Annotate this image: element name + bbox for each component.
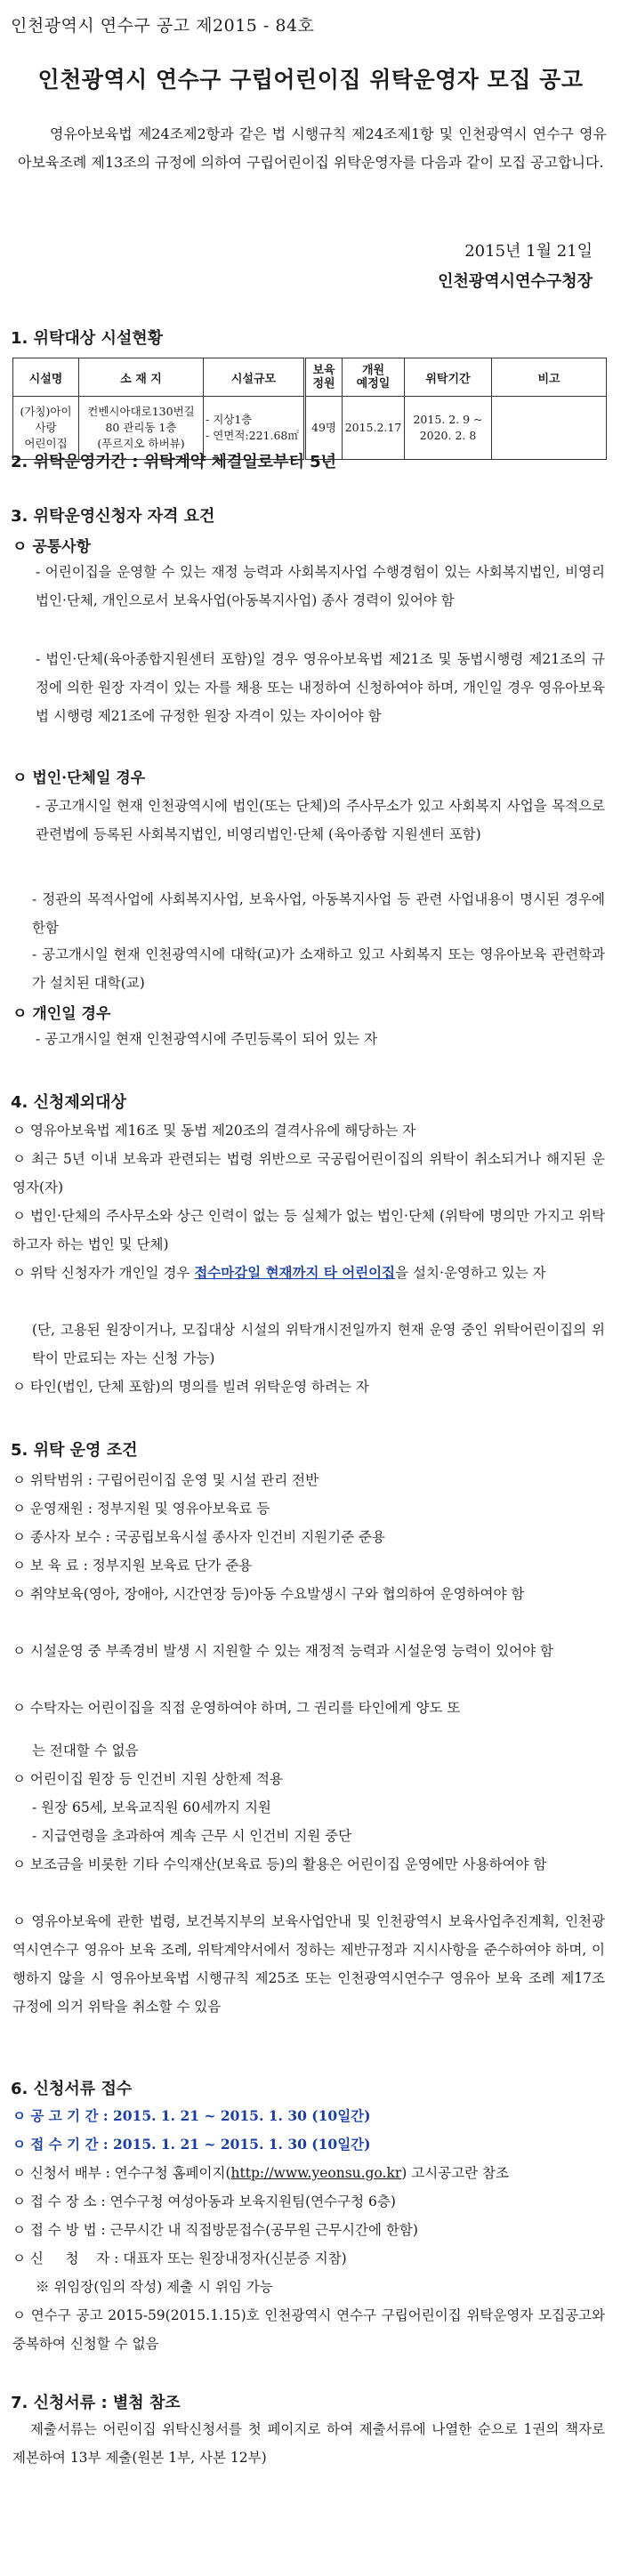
exclusion-item <box>12 1259 605 1287</box>
facility-table <box>12 358 607 460</box>
notice-title: 인천광역시 연수구 구립어린이집 위탁운영자 모집 공고 <box>37 67 584 93</box>
cell-capacity: 49명 <box>305 397 343 460</box>
announce-period <box>12 2102 371 2130</box>
receipt-place: ㅇ 접 수 장 소 : 연수구청 여성아동과 보육지원팀(연수구청 6층) <box>12 2194 396 2210</box>
condition-item: ㅇ 위탁범위 : 구립어린이집 운영 및 시설 관리 전반 <box>12 1472 319 1488</box>
condition-item-cont: 는 전대할 수 없음 <box>32 1743 139 1759</box>
condition-item: ㅇ 운영재원 : 정부지원 및 영유아보육료 등 <box>12 1501 270 1517</box>
duplicate-note: ㅇ 연수구 공고 2015-59(2015.1.15)호 인천광역시 연수구 구립어린이집 위탁운영자 모집공고와 중복하여 신청할 수 없음 <box>12 2307 605 2352</box>
cell-address: 컨벤시아대로130번길 80 관리동 1층 (푸르지오 하버뷰) <box>79 397 204 460</box>
section-6-heading: 6. 신청서류 접수 <box>11 2080 133 2098</box>
condition-item: ㅇ 시설운영 중 부족경비 발생 시 지원할 수 있는 재정적 능력과 시설운영 능력이 있어야 함 <box>12 1643 554 1659</box>
table-header-row <box>13 358 607 397</box>
condition-item: ㅇ 보조금을 비롯한 기타 수익재산(보육료 등)의 활용은 어린이집 운영에만 사용하여야 함 <box>12 1856 547 1872</box>
exclusion-item: ㅇ 타인(법인, 단체 포함)의 명의를 빌려 위탁운영 하려는 자 <box>12 1379 369 1395</box>
exclusion-note: (단, 고용된 원장이거나, 모집대상 시설의 위탁개시전일까지 현재 운영 중인 위탁어린이집의 위탁이 만료되는 자는 신청 가능) <box>32 1322 605 1366</box>
cell-open-date: 2015.2.17 <box>343 397 405 460</box>
section-7-heading: 7. 신청서류 : 별첨 참조 <box>11 2394 181 2412</box>
col-period: 위탁기간 <box>405 358 492 397</box>
common-req-item: - 법인·단체(육아종합지원센터 포함)일 경우 영유아보육법 제21조 및 동법시행령 제21조의 규정에 의한 원장 자격이 있는 자를 채용 또는 내정하여 신청하여야 하며, 개인일 경우 영유아보육법 시행령 제21조에 규정한 원장 자격이 있는 자이어야 함 <box>36 651 605 724</box>
exclusion-text: ㅇ 위탁 신청자가 개인일 경우 <box>12 1265 195 1281</box>
issuer: 인천광역시연수구청장 <box>438 272 593 291</box>
section-2-heading: 2. 위탁운영기간 : 위탁계약 체결일로부터 5년 <box>11 453 337 471</box>
homepage-link[interactable]: http://www.yeonsu.go.kr <box>230 2165 402 2181</box>
col-capacity: 보육 정원 <box>305 358 343 397</box>
corp-req-item: - 정관의 목적사업에 사회복지사업, 보육사업, 아동복지사업 등 관련 사업내용이 명시된 경우에 한함 <box>32 891 605 936</box>
condition-item: ㅇ 종사자 보수 : 국공립보육시설 종사자 인건비 지원기준 준용 <box>12 1529 385 1545</box>
notice-number: 인천광역시 연수구 공고 제2015 - 84호 <box>11 16 315 36</box>
person-req-item: - 공고개시일 현재 인천광역시에 주민등록이 되어 있는 자 <box>36 1031 378 1047</box>
form-distribution <box>12 2159 509 2187</box>
condition-subitem: - 원장 65세, 보육교직원 60세까지 지원 <box>32 1799 271 1815</box>
corp-req-item: - 공고개시일 현재 인천광역시에 법인(또는 단체)의 주사무소가 있고 사회복지 사업을 목적으로 관련법에 등록된 사회복지법인, 비영리법인·단체 (육아종합 지원센터 포함) <box>36 798 605 842</box>
common-req-item: - 어린이집을 운영할 수 있는 재정 능력과 사회복지사업 수행경험이 있는 사회복지법인, 비영리법인·단체, 개인으로서 보육사업(아동복지사업) 종사 경력이 있어야 함 <box>36 564 605 608</box>
exclusion-highlight: 접수마감일 현재까지 타 어린이집 <box>194 1264 396 1281</box>
exclusion-item: ㅇ 최근 5년 이내 보육과 관련되는 법령 위반으로 국공립어린이집의 위탁이 취소되거나 해지된 운영자(자) <box>12 1151 605 1195</box>
submission-note: 제출서류는 어린이집 위탁신청서를 첫 페이지로 하여 제출서류에 나열한 순으로 1권의 책자로 제본하여 13부 제출(원본 1부, 사본 12부) <box>12 2421 605 2466</box>
section-3-heading: 3. 위탁운영신청자 자격 요건 <box>11 507 215 526</box>
form-distribution-text: ) 고시공고란 참조 <box>401 2165 509 2181</box>
col-note: 비고 <box>492 358 607 397</box>
applicant: ㅇ 신 청 자 : 대표자 또는 원장내정자(신분증 지참) <box>12 2250 347 2266</box>
exclusion-text: 을 설치·운영하고 있는 자 <box>395 1265 546 1281</box>
section-1-heading: 1. 위탁대상 시설현황 <box>11 329 163 348</box>
exclusion-item: ㅇ 영유아보육법 제16조 및 동법 제20조의 결격사유에 해당하는 자 <box>12 1123 416 1139</box>
condition-item: ㅇ 영유아보육에 관한 법령, 보건복지부의 보육사업안내 및 인천광역시 보육사업추진계획, 인천광역시연수구 영유아 보육 조례, 위탁계약서에서 정하는 제반규정과 지시사항을 준수하여야 하며, 이행하지 않을 시 영유아보육법 시행규칙 제25조 또는 인천광역시연수구 영유아 보육 조례 제17조 규정에 의거 위탁을 취소할 수 있음 <box>12 1913 605 2015</box>
col-open-date: 개원 예정일 <box>343 358 405 397</box>
condition-item: ㅇ 어린이집 원장 등 인건비 지원 상한제 적용 <box>12 1771 284 1787</box>
cell-facility-name: (가칭)아이 사랑 어린이집 <box>13 397 79 460</box>
notice-date: 2015년 1월 21일 <box>464 242 593 261</box>
receipt-period-label: ㅇ 접 수 기 간 : <box>12 2136 113 2153</box>
cell-note <box>492 397 607 460</box>
col-scale: 시설규모 <box>204 358 305 397</box>
col-facility-name: 시설명 <box>13 358 79 397</box>
proxy-note: ※ 위임장(임의 작성) 제출 시 위임 가능 <box>36 2279 273 2295</box>
receipt-period-value: 2015. 1. 21 ~ 2015. 1. 30 (10일간) <box>112 2136 371 2153</box>
receipt-method: ㅇ 접 수 방 법 : 근무시간 내 직접방문접수(공무원 근무시간에 한함) <box>12 2222 418 2238</box>
col-address: 소 재 지 <box>79 358 204 397</box>
condition-item: ㅇ 수탁자는 어린이집을 직접 운영하여야 하며, 그 권리를 타인에게 양도 또 <box>12 1700 461 1716</box>
cell-scale: - 지상1층 - 연면적:221.68㎡ <box>204 397 305 460</box>
announce-period-label: ㅇ 공 고 기 간 : <box>12 2107 113 2124</box>
condition-item: ㅇ 취약보육(영아, 장애아, 시간연장 등)아동 수요발생시 구와 협의하여 운영하여야 함 <box>12 1586 525 1602</box>
form-distribution-text: ㅇ 신청서 배부 : 연수구청 홈페이지( <box>12 2165 231 2181</box>
corp-req-title: ㅇ 법인·단체일 경우 <box>12 769 146 787</box>
condition-item: ㅇ 보 육 료 : 정부지원 보육료 단가 준용 <box>12 1558 253 1574</box>
section-4-heading: 4. 신청제외대상 <box>11 1093 126 1112</box>
intro-paragraph: 영유아보육법 제24조제2항과 같은 법 시행규칙 제24조제1항 및 인천광역시 연수구 영유아보육조례 제13조의 규정에 의하여 구립어린이집 위탁운영자를 다음과 같이 모집 공고합니다. <box>18 125 607 171</box>
condition-subitem: - 지급연령을 초과하여 계속 근무 시 인건비 지원 중단 <box>32 1828 352 1844</box>
receipt-period <box>12 2130 371 2159</box>
person-req-title: ㅇ 개인일 경우 <box>12 1005 111 1023</box>
common-req-title: ㅇ 공통사항 <box>12 538 92 556</box>
corp-req-item: - 공고개시일 현재 인천광역시에 대학(교)가 소재하고 있고 사회복지 또는 영유아보육 관련학과가 설치된 대학(교) <box>32 946 605 991</box>
cell-period: 2015. 2. 9 ~ 2020. 2. 8 <box>405 397 492 460</box>
exclusion-item: ㅇ 법인·단체의 주사무소와 상근 인력이 없는 등 실체가 없는 법인·단체 (위탁에 명의만 가지고 위탁하고자 하는 법인 및 단체) <box>12 1208 605 1252</box>
announce-period-value: 2015. 1. 21 ~ 2015. 1. 30 (10일간) <box>112 2107 371 2124</box>
section-5-heading: 5. 위탁 운영 조건 <box>11 1441 138 1460</box>
